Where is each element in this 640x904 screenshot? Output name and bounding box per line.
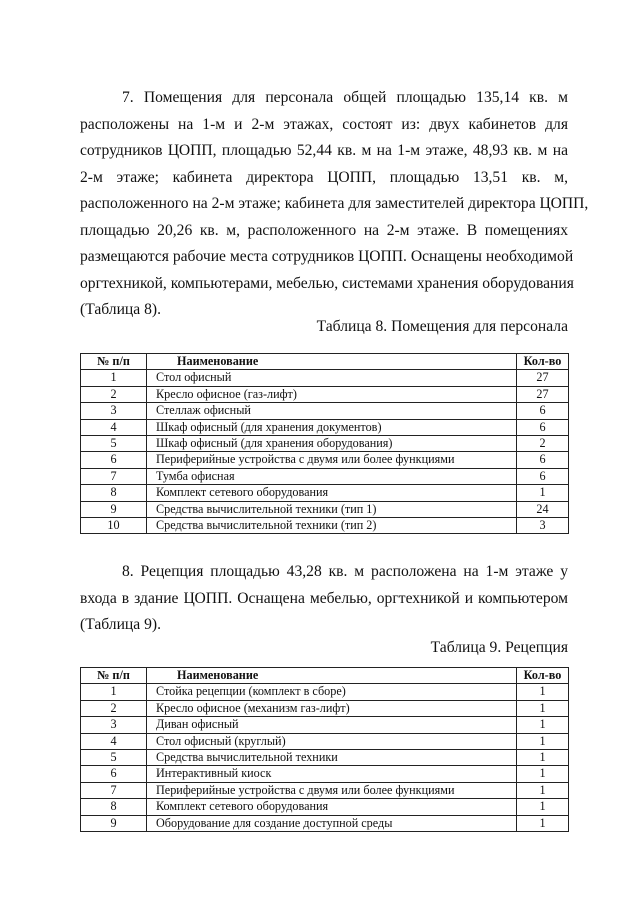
- table-row: [81, 799, 569, 815]
- cell-quantity: 24: [517, 501, 569, 517]
- cell-name: Средства вычислительной техники (тип 1): [147, 501, 517, 517]
- header-name: Наименование: [147, 668, 517, 684]
- table-row: [81, 782, 569, 798]
- cell-name: Средства вычислительной техники (тип 2): [147, 518, 517, 534]
- table-row: [81, 436, 569, 452]
- cell-name: Интерактивный киоск: [147, 766, 517, 782]
- table-row: [81, 419, 569, 435]
- cell-number: 7: [81, 782, 147, 798]
- cell-number: 10: [81, 518, 147, 534]
- cell-name: Стеллаж офисный: [147, 403, 517, 419]
- paragraph-line: 8. Рецепция площадью 43,28 кв. м расположена на 1-м этаже у: [122, 563, 568, 580]
- cell-quantity: 6: [517, 403, 569, 419]
- table-row: [81, 766, 569, 782]
- cell-number: 4: [81, 419, 147, 435]
- cell-number: 5: [81, 436, 147, 452]
- cell-name: Стол офисный (круглый): [147, 733, 517, 749]
- cell-name: Шкаф офисный (для хранения оборудования): [147, 436, 517, 452]
- paragraph-line: входа в здание ЦОПП. Оснащена мебелью, оргтехникой и компьютером: [80, 589, 568, 607]
- table-row: [81, 386, 569, 402]
- cell-number: 7: [81, 468, 147, 484]
- cell-name: Кресло офисное (газ-лифт): [147, 386, 517, 402]
- cell-quantity: 1: [517, 799, 569, 815]
- table-row: [81, 700, 569, 716]
- cell-number: 4: [81, 733, 147, 749]
- paragraph-7: [80, 85, 589, 324]
- cell-quantity: 27: [517, 386, 569, 402]
- table-9: [80, 667, 569, 832]
- table-row: [81, 485, 569, 501]
- paragraph-line: (Таблица 9).: [80, 616, 161, 633]
- table-9-caption: Таблица 9. Рецепция: [430, 639, 568, 656]
- table-row: [81, 468, 569, 484]
- cell-number: 1: [81, 370, 147, 386]
- cell-name: Тумба офисная: [147, 468, 517, 484]
- paragraph-line: оргтехникой, компьютерами, мебелью, системами хранения оборудования: [80, 274, 574, 292]
- cell-quantity: 2: [517, 436, 569, 452]
- table-row: [81, 815, 569, 831]
- table-row: [81, 403, 569, 419]
- paragraph-line: (Таблица 8).: [80, 301, 161, 318]
- cell-name: Шкаф офисный (для хранения документов): [147, 419, 517, 435]
- cell-number: 1: [81, 684, 147, 700]
- paragraph-line: сотрудников ЦОПП, площадью 52,44 кв. м на 1-м этаже, 48,93 кв. м на: [80, 142, 568, 159]
- table-header-row: [81, 354, 569, 370]
- paragraph-8: [80, 559, 568, 639]
- cell-quantity: 1: [517, 700, 569, 716]
- cell-number: 2: [81, 386, 147, 402]
- cell-name: Стол офисный: [147, 370, 517, 386]
- table-row: [81, 518, 569, 534]
- cell-number: 2: [81, 700, 147, 716]
- table-row: [81, 452, 569, 468]
- cell-quantity: 6: [517, 419, 569, 435]
- paragraph-line: площадью 20,26 кв. м, расположенного на 2-м этаже. В помещениях: [80, 221, 568, 239]
- table-row: [81, 750, 569, 766]
- table-row: [81, 370, 569, 386]
- cell-number: 8: [81, 485, 147, 501]
- table-8: [80, 353, 569, 534]
- cell-number: 6: [81, 766, 147, 782]
- cell-number: 9: [81, 501, 147, 517]
- table-header-row: [81, 668, 569, 684]
- cell-name: Периферийные устройства с двумя или более функциями: [147, 452, 517, 468]
- table-row: [81, 684, 569, 700]
- cell-number: 6: [81, 452, 147, 468]
- cell-name: Средства вычислительной техники: [147, 750, 517, 766]
- header-quantity: Кол-во: [517, 354, 569, 370]
- header-number: № п/п: [81, 668, 147, 684]
- cell-number: 9: [81, 815, 147, 831]
- header-name: Наименование: [147, 354, 517, 370]
- cell-quantity: 1: [517, 717, 569, 733]
- table-row: [81, 717, 569, 733]
- paragraph-line: размещаются рабочие места сотрудников ЦОПП. Оснащены необходимой: [80, 248, 574, 265]
- header-number: № п/п: [81, 354, 147, 370]
- paragraph-line: 2-м этаже; кабинета директора ЦОПП, площадью 13,51 кв. м,: [80, 168, 568, 186]
- cell-name: Кресло офисное (механизм газ-лифт): [147, 700, 517, 716]
- cell-quantity: 1: [517, 684, 569, 700]
- header-quantity: Кол-во: [517, 668, 569, 684]
- cell-number: 3: [81, 403, 147, 419]
- paragraph-line: расположенного на 2-м этаже; кабинета для заместителей директора ЦОПП,: [80, 195, 589, 212]
- table-row: [81, 733, 569, 749]
- table-8-caption: Таблица 8. Помещения для персонала: [316, 318, 568, 335]
- cell-quantity: 6: [517, 468, 569, 484]
- paragraph-line: расположены на 1-м и 2-м этажах, состоят из: двух кабинетов для: [80, 115, 568, 133]
- cell-quantity: 1: [517, 782, 569, 798]
- cell-quantity: 1: [517, 750, 569, 766]
- cell-name: Комплект сетевого оборудования: [147, 485, 517, 501]
- cell-name: Оборудование для создание доступной среды: [147, 815, 517, 831]
- cell-number: 8: [81, 799, 147, 815]
- cell-number: 5: [81, 750, 147, 766]
- cell-name: Периферийные устройства с двумя или более функциями: [147, 782, 517, 798]
- cell-number: 3: [81, 717, 147, 733]
- table-row: [81, 501, 569, 517]
- cell-quantity: 1: [517, 733, 569, 749]
- cell-quantity: 1: [517, 485, 569, 501]
- cell-quantity: 27: [517, 370, 569, 386]
- cell-quantity: 3: [517, 518, 569, 534]
- cell-quantity: 1: [517, 815, 569, 831]
- cell-quantity: 6: [517, 452, 569, 468]
- cell-quantity: 1: [517, 766, 569, 782]
- paragraph-line: 7. Помещения для персонала общей площадью 135,14 кв. м: [122, 89, 568, 106]
- cell-name: Комплект сетевого оборудования: [147, 799, 517, 815]
- cell-name: Диван офисный: [147, 717, 517, 733]
- cell-name: Стойка рецепции (комплект в сборе): [147, 684, 517, 700]
